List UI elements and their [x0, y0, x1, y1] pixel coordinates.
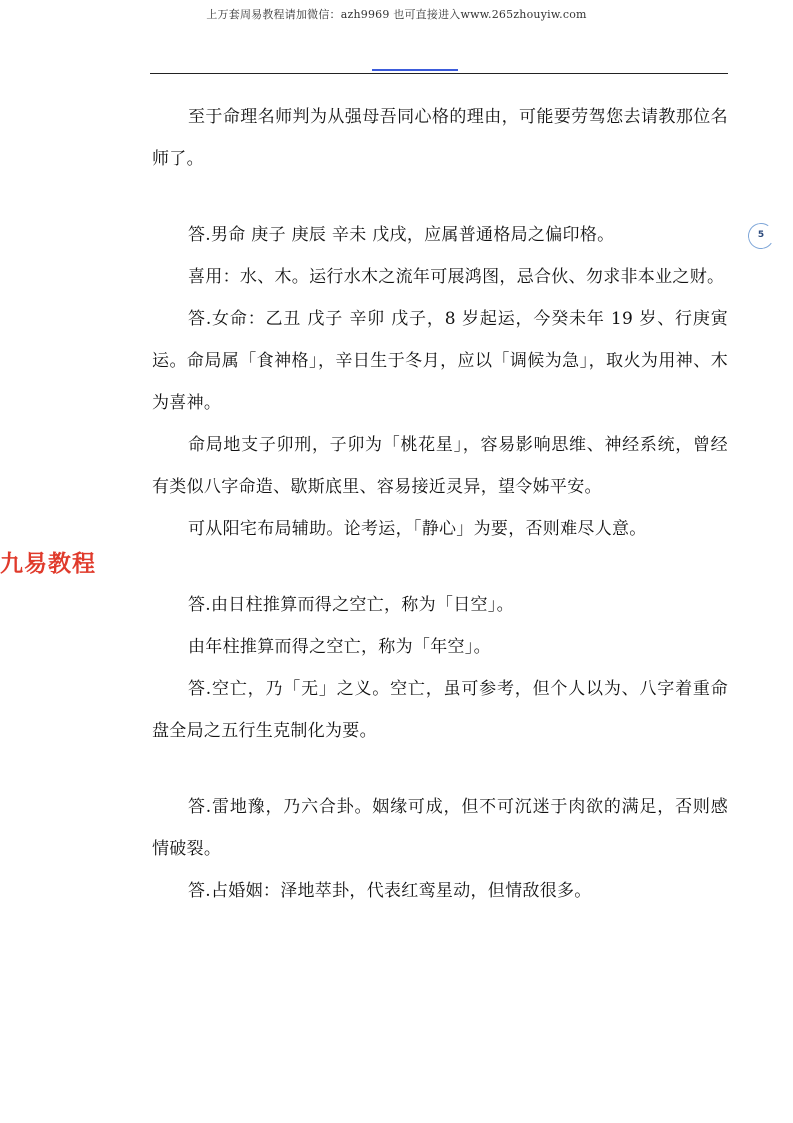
header-accent-line — [372, 69, 458, 71]
document-body — [152, 96, 728, 912]
section-gap — [152, 550, 728, 584]
section-gap — [152, 180, 728, 214]
paragraph: 喜用：水、木。运行水木之流年可展鸿图，忌合伙、勿求非本业之财。 — [188, 267, 725, 287]
header-rule — [150, 73, 728, 74]
paragraph: 答.占婚姻：泽地萃卦，代表红鸾星动，但情敌很多。 — [188, 881, 592, 901]
paragraph: 答.雷地豫，乃六合卦。姻缘可成，但不可沉迷于肉欲的满足，否则感情破裂。 — [152, 797, 728, 859]
paragraph: 至于命理名师判为从强母吾同心格的理由，可能要劳驾您去请教那位名师了。 — [152, 107, 728, 169]
paragraph: 答.空亡，乃「无」之义。空亡，虽可参考，但个人以为、八字着重命盘全局之五行生克制化为要。 — [152, 679, 728, 741]
paragraph: 答.女命：乙丑 戊子 辛卯 戊子，8 岁起运，今癸未年 19 岁、行庚寅运。命局属「食神格」，辛日生于冬月，应以「调候为急」，取火为用神、木为喜神。 — [152, 309, 728, 413]
paragraph: 可从阳宅布局辅助。论考运，「静心」为要，否则难尽人意。 — [188, 519, 647, 539]
paragraph: 由年柱推算而得之空亡，称为「年空」。 — [188, 637, 491, 657]
page-number-badge — [746, 221, 776, 251]
watermark-logo: 九易教程 — [0, 551, 96, 577]
section-gap — [152, 752, 728, 786]
page-header: 上万套周易教程请加微信：azh9969 也可直接进入www.265zhouyiw.com — [206, 8, 587, 21]
paragraph: 命局地支子卯刑，子卯为「桃花星」，容易影响思维、神经系统，曾经有类似八字命造、歇斯底里、容易接近灵异，望令姊平安。 — [152, 435, 728, 497]
page-number: 5 — [757, 230, 764, 241]
paragraph: 答.由日柱推算而得之空亡，称为「日空」。 — [188, 595, 514, 615]
paragraph: 答.男命 庚子 庚辰 辛未 戊戌，应属普通格局之偏印格。 — [188, 225, 615, 245]
